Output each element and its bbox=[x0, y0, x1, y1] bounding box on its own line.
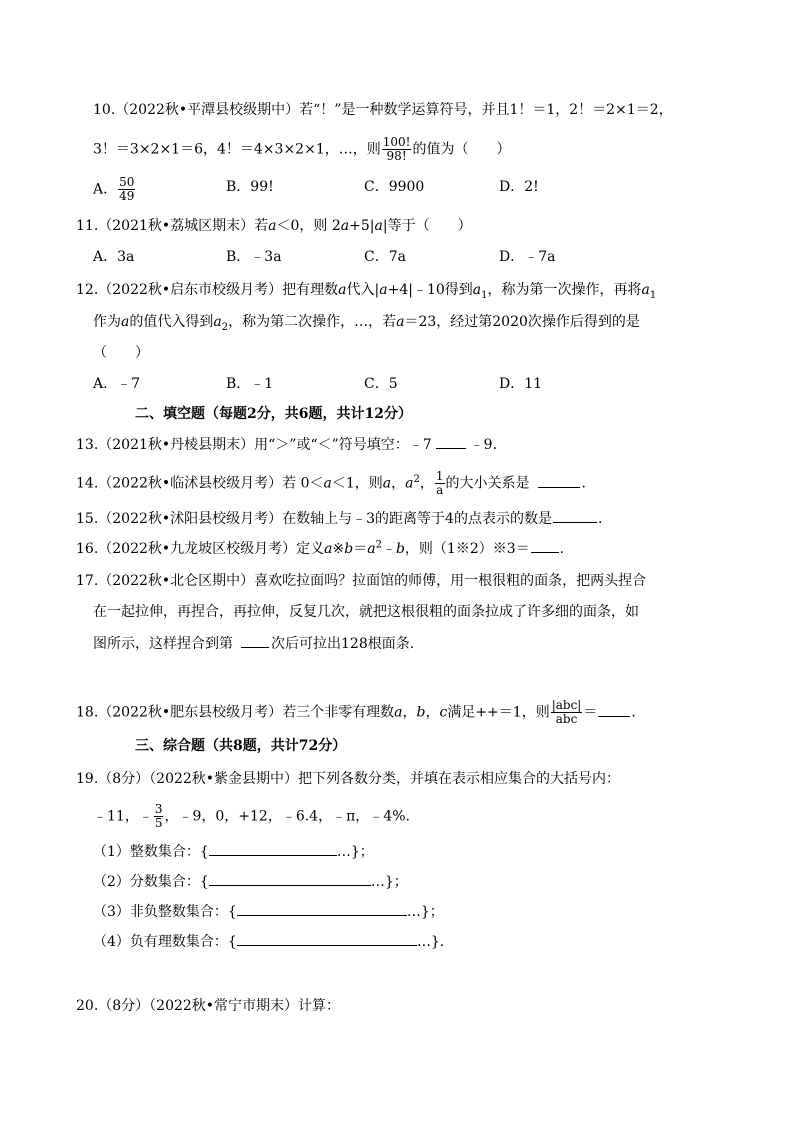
q11-var: a bbox=[268, 218, 277, 234]
q14-var: a bbox=[405, 475, 414, 492]
q16-answer-blank bbox=[531, 540, 559, 553]
q12-var: a bbox=[121, 314, 130, 330]
q10-option-a-denominator: 49 bbox=[119, 189, 135, 203]
q19-answer-blank bbox=[237, 903, 407, 916]
q17-line1: 17.（2022秋•北仑区期中）喜欢吃拉面吗？拉面馆的师傅，用一根很粗的面条，把两头捏合 bbox=[76, 573, 647, 589]
q11-option-b: B．﹣3a bbox=[226, 249, 282, 265]
q19-answer-blank bbox=[209, 873, 371, 886]
q14-text: 的大小关系是 bbox=[445, 475, 530, 492]
q11-option-c: C．7a bbox=[364, 249, 406, 265]
q19-item-label: （1）整数集合：{ bbox=[93, 844, 209, 860]
q19-item-nonneg-integers bbox=[93, 903, 444, 921]
q16-superscript: 2 bbox=[375, 539, 382, 551]
q10-fraction-numerator: 100! bbox=[382, 135, 411, 149]
q14-var: a bbox=[382, 475, 392, 492]
q14-text: ， bbox=[391, 475, 406, 492]
q19-numbers-post: ，﹣9，0，+12，﹣6.4，﹣π，﹣4%. bbox=[164, 808, 410, 825]
q18-fraction-numerator: |abc| bbox=[551, 698, 582, 712]
q18-end: . bbox=[631, 704, 636, 721]
q18-fraction-denominator: abc bbox=[555, 712, 578, 726]
q20-title: 20.（8分）（2022秋•常宁市期末）计算： bbox=[76, 998, 341, 1014]
q13-pre: 13.（2021秋•丹棱县期末）用“＞”或“＜”符号填空：﹣7 bbox=[76, 437, 432, 453]
q19-item-neg-rationals bbox=[93, 933, 444, 951]
q12-line3: （ ） bbox=[93, 345, 149, 361]
q18-text: ＝ bbox=[583, 704, 598, 721]
q18-var: c bbox=[439, 704, 448, 721]
q12-option-c: C．5 bbox=[364, 376, 398, 392]
q15-answer-blank bbox=[553, 510, 597, 523]
q16-var: b bbox=[395, 541, 405, 557]
q12-text: 12.（2022秋•启东市校级月考）把有理数 bbox=[76, 282, 339, 298]
q18-text: ， bbox=[425, 704, 440, 721]
q19-fraction-numerator: 3 bbox=[154, 802, 163, 816]
q16-var: a bbox=[324, 541, 333, 557]
q12-var: a bbox=[472, 282, 482, 298]
section-heading-comprehensive: 三、综合题（共8题，共计72分） bbox=[135, 738, 347, 754]
q12-var: a bbox=[338, 282, 347, 298]
q11-mid2: +5| bbox=[349, 218, 375, 234]
q19-fraction bbox=[154, 803, 164, 830]
q18-text: 18.（2022秋•肥东县校级月考）若三个非零有理数 bbox=[76, 704, 395, 721]
q13-stem bbox=[76, 436, 497, 454]
q11-pre: 11.（2021秋•荔城区期末）若 bbox=[76, 218, 269, 234]
q11-var: a bbox=[340, 218, 350, 234]
q10-line2-post: 的值为（ ） bbox=[412, 141, 511, 158]
q18-fraction bbox=[551, 699, 583, 726]
q19-item-end: …}； bbox=[406, 904, 444, 920]
q11-option-a: A．3a bbox=[93, 249, 135, 265]
q19-item-end: …}； bbox=[370, 874, 408, 890]
q15-pre: 15.（2022秋•沭阳县校级月考）在数轴上与﹣3的距离等于4的点表示的数是 bbox=[76, 511, 552, 527]
q14-fraction bbox=[435, 470, 445, 497]
q12-line2 bbox=[93, 313, 640, 331]
q10-fraction bbox=[382, 136, 412, 163]
q17-line3-pre: 图所示，这样捏合到第 bbox=[93, 636, 233, 652]
q12-var: a bbox=[396, 314, 405, 330]
q12-text: 的值代入得到 bbox=[129, 314, 214, 330]
q12-option-b: B．﹣1 bbox=[226, 376, 274, 392]
q12-text: +4|﹣10得到 bbox=[387, 282, 473, 298]
q18-var: b bbox=[416, 704, 426, 721]
section-heading-fill-in: 二、填空题（每题2分，共6题，共计12分） bbox=[135, 406, 412, 422]
q12-var: a bbox=[379, 282, 388, 298]
q10-option-a bbox=[93, 176, 136, 203]
q10-line2 bbox=[93, 136, 510, 163]
q10-option-a-numerator: 50 bbox=[119, 175, 135, 189]
q12-text: 代入| bbox=[346, 282, 380, 298]
q12-option-a: A．﹣7 bbox=[93, 376, 141, 392]
q16-var: a bbox=[367, 541, 376, 557]
q11-post: |等于（ ） bbox=[382, 218, 472, 234]
q12-var: a bbox=[213, 314, 222, 330]
q16-stem bbox=[76, 540, 564, 558]
q14-end: . bbox=[581, 475, 586, 492]
q11-var: a bbox=[374, 218, 383, 234]
q16-var: b bbox=[344, 541, 354, 557]
q11-stem bbox=[76, 217, 472, 235]
q14-text: 14.（2022秋•临沭县校级月考）若 0＜ bbox=[76, 475, 324, 492]
q12-subscript: 1 bbox=[481, 289, 488, 301]
q14-answer-blank bbox=[538, 475, 580, 488]
q12-text: 作为 bbox=[93, 314, 121, 330]
q16-text: ﹣ bbox=[381, 541, 396, 557]
q10-option-c: C．9900 bbox=[364, 179, 425, 195]
q19-numbers-pre: ﹣11，﹣ bbox=[93, 808, 153, 825]
q11-option-d: D．﹣7a bbox=[499, 249, 556, 265]
q14-stem bbox=[76, 470, 586, 497]
q10-option-b: B．99! bbox=[226, 179, 274, 195]
q12-text: ，称为第二次操作，…，若 bbox=[228, 314, 397, 330]
q16-end: . bbox=[559, 541, 565, 557]
q12-text: ＝23，经过第2020次操作后得到的是 bbox=[404, 314, 640, 330]
q10-option-a-label: A． bbox=[93, 181, 118, 198]
q19-fraction-denominator: 5 bbox=[154, 816, 163, 830]
q19-item-integers bbox=[93, 843, 374, 861]
q18-text: ， bbox=[402, 704, 417, 721]
q11-mid1: ＜0，则 2 bbox=[276, 218, 341, 234]
q10-fraction-denominator: 98! bbox=[386, 149, 407, 163]
q19-answer-blank bbox=[209, 843, 337, 856]
q10-line2-pre: 3！＝3×2×1＝6，4！＝4×3×2×1，…，则 bbox=[93, 141, 381, 158]
q16-text: ＝ bbox=[353, 541, 368, 557]
q17-answer-blank bbox=[241, 635, 269, 648]
q15-stem bbox=[76, 510, 602, 528]
q13-answer-blank bbox=[436, 436, 466, 449]
q14-fraction-denominator: a bbox=[436, 483, 444, 497]
q19-item-label: （3）非负整数集合：{ bbox=[93, 904, 237, 920]
q10-option-d: D．2! bbox=[499, 179, 539, 195]
q14-text: ＜1，则 bbox=[331, 475, 383, 492]
q12-option-d: D．11 bbox=[499, 376, 543, 392]
q16-text: ，则（1※2）※3＝ bbox=[404, 541, 530, 557]
q19-numbers bbox=[93, 803, 410, 830]
q14-text: ， bbox=[419, 475, 434, 492]
q19-item-label: （2）分数集合：{ bbox=[93, 874, 209, 890]
q19-item-end: …}. bbox=[416, 934, 445, 950]
q12-subscript: 2 bbox=[221, 321, 229, 333]
q12-var: a bbox=[641, 282, 650, 298]
q19-answer-blank bbox=[237, 933, 417, 946]
q18-stem bbox=[76, 699, 636, 726]
q19-item-fractions bbox=[93, 873, 408, 891]
q15-end: . bbox=[597, 511, 603, 527]
q16-text: ※ bbox=[332, 541, 345, 557]
q18-text: 满足++＝1，则 bbox=[447, 704, 550, 721]
q14-superscript: 2 bbox=[413, 473, 420, 485]
q12-line1 bbox=[76, 281, 656, 299]
q14-var: a bbox=[323, 475, 332, 492]
q10-option-a-fraction bbox=[118, 176, 135, 203]
q19-item-end: …}； bbox=[336, 844, 374, 860]
q17-line2: 在一起拉伸，再捏合，再拉伸，反复几次，就把这根很粗的面条拉成了许多细的面条，如 bbox=[93, 604, 639, 620]
q10-line1: 10.（2022秋•平潭县校级期中）若“！”是一种数学运算符号，并且1！＝1，2！＝2×1＝2， bbox=[93, 102, 673, 118]
q17-line3-post: 次后可拉出128根面条. bbox=[271, 636, 415, 652]
q12-text: ，称为第一次操作，再将 bbox=[487, 282, 642, 298]
q12-subscript: 1 bbox=[649, 289, 657, 301]
q16-text: 16.（2022秋•九龙坡区校级月考）定义 bbox=[76, 541, 325, 557]
q18-answer-blank bbox=[598, 704, 630, 717]
q17-line3 bbox=[93, 635, 414, 653]
q13-post: ﹣9. bbox=[469, 437, 498, 453]
q14-fraction-numerator: 1 bbox=[435, 469, 444, 483]
q19-item-label: （4）负有理数集合：{ bbox=[93, 934, 237, 950]
q18-var: a bbox=[394, 704, 403, 721]
q19-title: 19.（8分）（2022秋•紫金县期中）把下列各数分类，并填在表示相应集合的大括号内： bbox=[76, 771, 621, 787]
